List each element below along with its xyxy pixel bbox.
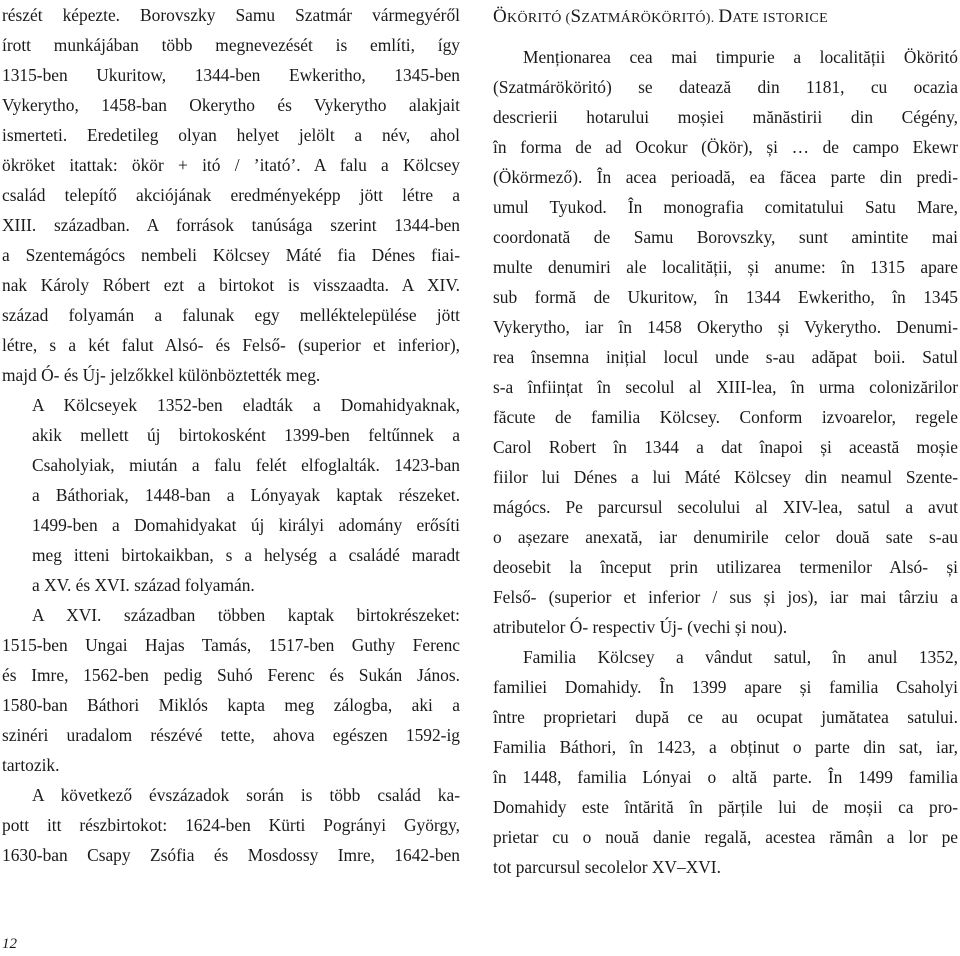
text-line: pott itt részbirtokot: 1624-ben Kürti Pogrányi György,	[2, 815, 460, 835]
heading-smallcaps: ATE ISTORICE	[732, 11, 828, 26]
paragraph-left-4	[2, 780, 460, 870]
section-heading	[493, 2, 958, 34]
text-line: (Szatmárököritó) se datează din 1181, cu ocazia	[493, 77, 958, 97]
text-line: Domahidy este întărită în părțile lui de moșii ca pro-	[493, 797, 958, 817]
text-line: umul Tyukod. În monografia comitatului Satu Mare,	[493, 197, 958, 217]
text-line: akik mellett új birtokosként 1399-ben feltűnnek a	[32, 425, 460, 445]
text-line: a XV. és XVI. század folyamán.	[32, 575, 255, 595]
paragraph-left-2	[2, 390, 460, 600]
text-line: 1515-ben Ungai Hajas Tamás, 1517-ben Guthy Ferenc	[2, 635, 460, 655]
text-line: (Ökörmező). În acea perioadă, ea făcea parte din predi-	[493, 167, 958, 187]
text-line: ismerteti. Eredetileg olyan helyet jelölt a név, ahol	[2, 125, 460, 145]
text-line: a Báthoriak, 1448-ban a Lónyayak kaptak részeket.	[32, 485, 460, 505]
text-line: XIII. században. A források tanúsága szerint 1344-ben	[2, 215, 460, 235]
text-line: és Imre, 1562-ben pedig Suhó Ferenc és Sukán János.	[2, 665, 460, 685]
text-line: meg itteni birtokaikban, s a helység a családé maradt	[32, 545, 460, 565]
text-line: între proprietari după ce au ocupat jumătatea satului.	[493, 707, 958, 727]
text-line: szinéri uradalom részévé tette, ahova egészen 1592-ig	[2, 725, 460, 745]
text-line: század folyamán a falunak egy melléktelepülése jött	[2, 305, 460, 325]
text-line: coordonată de Samu Borovszky, sunt amintite mai	[493, 227, 958, 247]
text-line: ökröket itattak: ökör + itó / ’itató’. A falu a Kölcsey	[2, 155, 460, 175]
text-line: A XVI. században többen kaptak birtokrészeket:	[32, 605, 460, 625]
text-line: o așezare anexată, iar denumirile celor două sate s-au	[493, 527, 958, 547]
text-line: Familia Kölcsey a vândut satul, în anul 1352,	[523, 647, 958, 667]
text-line: A következő évszázadok során is több család ka-	[32, 785, 460, 805]
paragraph-right-1	[493, 42, 958, 642]
heading-initial: S	[570, 6, 582, 27]
text-line: 1580-ban Báthori Miklós kapta meg zálogba, aki a	[2, 695, 460, 715]
text-line: 1630-ban Csapy Zsófia és Mosdossy Imre, 1642-ben	[2, 845, 460, 865]
text-line: létre, s a két falut Alsó- és Felső- (superior et inferior),	[2, 335, 460, 355]
heading-initial: Ö	[493, 6, 508, 27]
left-column	[2, 0, 460, 870]
text-line: tartozik.	[2, 755, 60, 775]
text-line: în 1448, familia Lónyai o altă parte. În 1499 familia	[493, 767, 958, 787]
text-line: tot parcursul secolelor XV–XVI.	[493, 857, 721, 877]
text-line: a Szentemágócs nembeli Kölcsey Máté fia Dénes fiai-	[2, 245, 460, 265]
text-line: A Kölcseyek 1352-ben eladták a Domahidyaknak,	[32, 395, 460, 415]
heading-smallcaps: ZATMÁRÖKÖRITÓ).	[581, 11, 719, 26]
text-line: Familia Báthori, în 1423, a obținut o parte din sat, iar,	[493, 737, 958, 757]
text-line: írott munkájában több megnevezését is említi, így	[2, 35, 460, 55]
text-line: prietar cu o nouă danie regală, acestea rămân a lor pe	[493, 827, 958, 847]
heading-smallcaps: KÖRITÓ (	[507, 11, 571, 26]
text-line: deosebit la început prin utilizarea termenilor Alsó- și	[493, 557, 958, 577]
text-line: mágócs. Pe parcursul secolului al XIV-lea, satul a avut	[493, 497, 958, 517]
heading-initial: D	[718, 6, 733, 27]
text-line: 1499-ben a Domahidyakat új királyi adomány erősíti	[32, 515, 460, 535]
text-line: rea însemna inițial locul unde s-au adăpat boii. Satul	[493, 347, 958, 367]
text-line: Carol Robert în 1344 a dat înapoi și această moșie	[493, 437, 958, 457]
text-line: Vykerytho, 1458-ban Okerytho és Vykerytho alakjait	[2, 95, 460, 115]
text-line: sub formă de Ukuritow, în 1344 Ewkeritho, în 1345	[493, 287, 958, 307]
page-number: 12	[2, 936, 17, 952]
text-line: Vykerytho, iar în 1458 Okerytho și Vykerytho. Denumi-	[493, 317, 958, 337]
text-line: Menționarea cea mai timpurie a localității Ököritó	[523, 47, 958, 67]
text-line: 1315-ben Ukuritow, 1344-ben Ewkeritho, 1345-ben	[2, 65, 460, 85]
text-line: majd Ó- és Új- jelzőkkel különböztették meg.	[2, 365, 321, 385]
text-line: nak Károly Róbert ezt a birtokot is visszaadta. A XIV.	[2, 275, 460, 295]
text-line: s-a înființat în secolul al XIII-lea, în urma colonizărilor	[493, 377, 958, 397]
text-line: fiilor lui Dénes a lui Máté Kölcsey din neamul Szente-	[493, 467, 958, 487]
text-line: részét képezte. Borovszky Samu Szatmár vármegyéről	[2, 5, 460, 25]
paragraph-left-3	[2, 600, 460, 780]
text-line: familiei Domahidy. În 1399 apare și familia Csaholyi	[493, 677, 958, 697]
text-line: multe denumiri ale localității, și anume: în 1315 apare	[493, 257, 958, 277]
text-line: în forma de ad Ocokur (Ökör), și … de campo Ekewr	[493, 137, 958, 157]
paragraph-right-2	[493, 642, 958, 882]
text-line: făcute de familia Kölcsey. Conform izvoarelor, regele	[493, 407, 958, 427]
text-line: Felső- (superior et inferior / sus și jos), iar mai târziu a	[493, 587, 958, 607]
text-line: descrierii hotarului moșiei mănăstirii din Cégény,	[493, 107, 958, 127]
text-line: család telepítő akciójának eredményeképp jött létre a	[2, 185, 460, 205]
text-line: atributelor Ó- respectiv Új- (vechi și nou).	[493, 617, 788, 637]
paragraph-left-1	[2, 0, 460, 390]
text-line: Csaholyiak, miután a falu felét elfoglalták. 1423-ban	[32, 455, 460, 475]
right-column	[493, 0, 958, 882]
